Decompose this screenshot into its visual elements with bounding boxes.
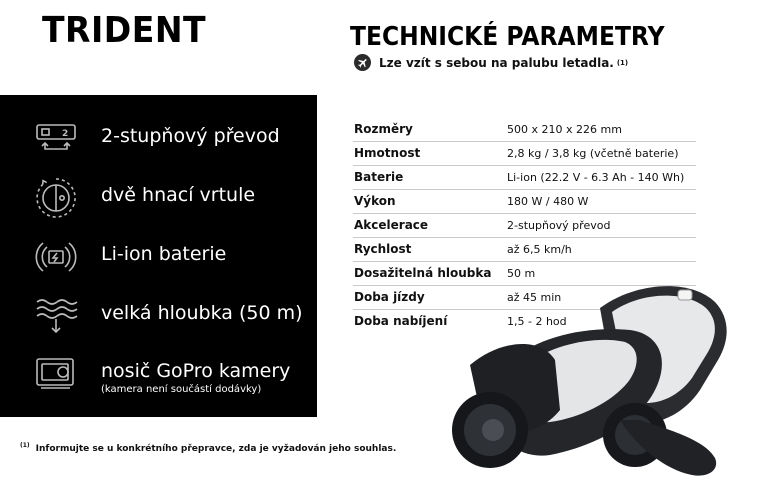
- feature-label: velká hloubka (50 m): [101, 302, 303, 324]
- specs-heading: TECHNICKÉ PARAMETRY: [350, 22, 665, 52]
- feature-label: nosič GoPro kamery: [101, 360, 291, 382]
- propeller-icon: [33, 176, 79, 220]
- spec-label: Doba jízdy: [354, 290, 425, 304]
- spec-value: 500 x 210 x 226 mm: [507, 123, 622, 136]
- feature-item: [0, 176, 317, 220]
- spec-label: Výkon: [354, 194, 396, 208]
- svg-text:2: 2: [62, 129, 69, 139]
- footnote-ref: (1): [616, 58, 629, 67]
- spec-value: až 6,5 km/h: [507, 243, 572, 256]
- airplane-note: [354, 54, 628, 71]
- spec-label: Hmotnost: [354, 146, 421, 160]
- feature-item: [0, 117, 317, 161]
- feature-label: dvě hnací vrtule: [101, 184, 256, 206]
- spec-label: Dosažitelná hloubka: [354, 266, 492, 280]
- footnote-text: Informujte se u konkrétního přepravce, zda je vyžadován jeho souhlas.: [35, 444, 397, 454]
- feature-label: Li-ion baterie: [101, 243, 227, 265]
- spec-label: Baterie: [354, 170, 404, 184]
- feature-label: 2-stupňový převod: [101, 125, 280, 147]
- spec-value: 2-stupňový převod: [507, 219, 611, 232]
- camera-icon: [33, 352, 79, 396]
- airplane-icon: [354, 54, 371, 71]
- airplane-note-text: Lze vzít s sebou na palubu letadla.: [379, 55, 614, 70]
- spec-row: [353, 190, 696, 214]
- spec-value: až 45 min: [507, 291, 562, 304]
- feature-note: (kamera není součástí dodávky): [101, 384, 262, 395]
- spec-row: [353, 214, 696, 238]
- spec-label: Akcelerace: [354, 218, 429, 232]
- spec-value: 1,5 - 2 hod: [507, 315, 567, 328]
- spec-value: 180 W / 480 W: [507, 195, 589, 208]
- brand-title: TRIDENT: [42, 10, 207, 51]
- spec-row: [353, 118, 696, 142]
- spec-label: Rozměry: [354, 122, 413, 136]
- feature-item: [0, 294, 317, 338]
- spec-label: Doba nabíjení: [354, 314, 448, 328]
- spec-row: [353, 238, 696, 262]
- feature-item: [0, 235, 317, 279]
- depth-waves-icon: [33, 294, 79, 338]
- footnote: [20, 442, 396, 454]
- spec-value: Li-ion (22.2 V - 6.3 Ah - 140 Wh): [507, 171, 685, 184]
- battery-icon: [33, 235, 79, 279]
- spec-row: [353, 142, 696, 166]
- spec-row: [353, 166, 696, 190]
- spec-label: Rychlost: [354, 242, 412, 256]
- spec-value: 50 m: [507, 267, 536, 280]
- footnote-marker: (1): [20, 442, 30, 449]
- features-panel: [0, 95, 317, 417]
- feature-item: [0, 352, 317, 396]
- product-image: [430, 270, 768, 495]
- spec-value: 2,8 kg / 3,8 kg (včetně baterie): [507, 147, 679, 160]
- gear-shift-icon: [33, 117, 79, 161]
